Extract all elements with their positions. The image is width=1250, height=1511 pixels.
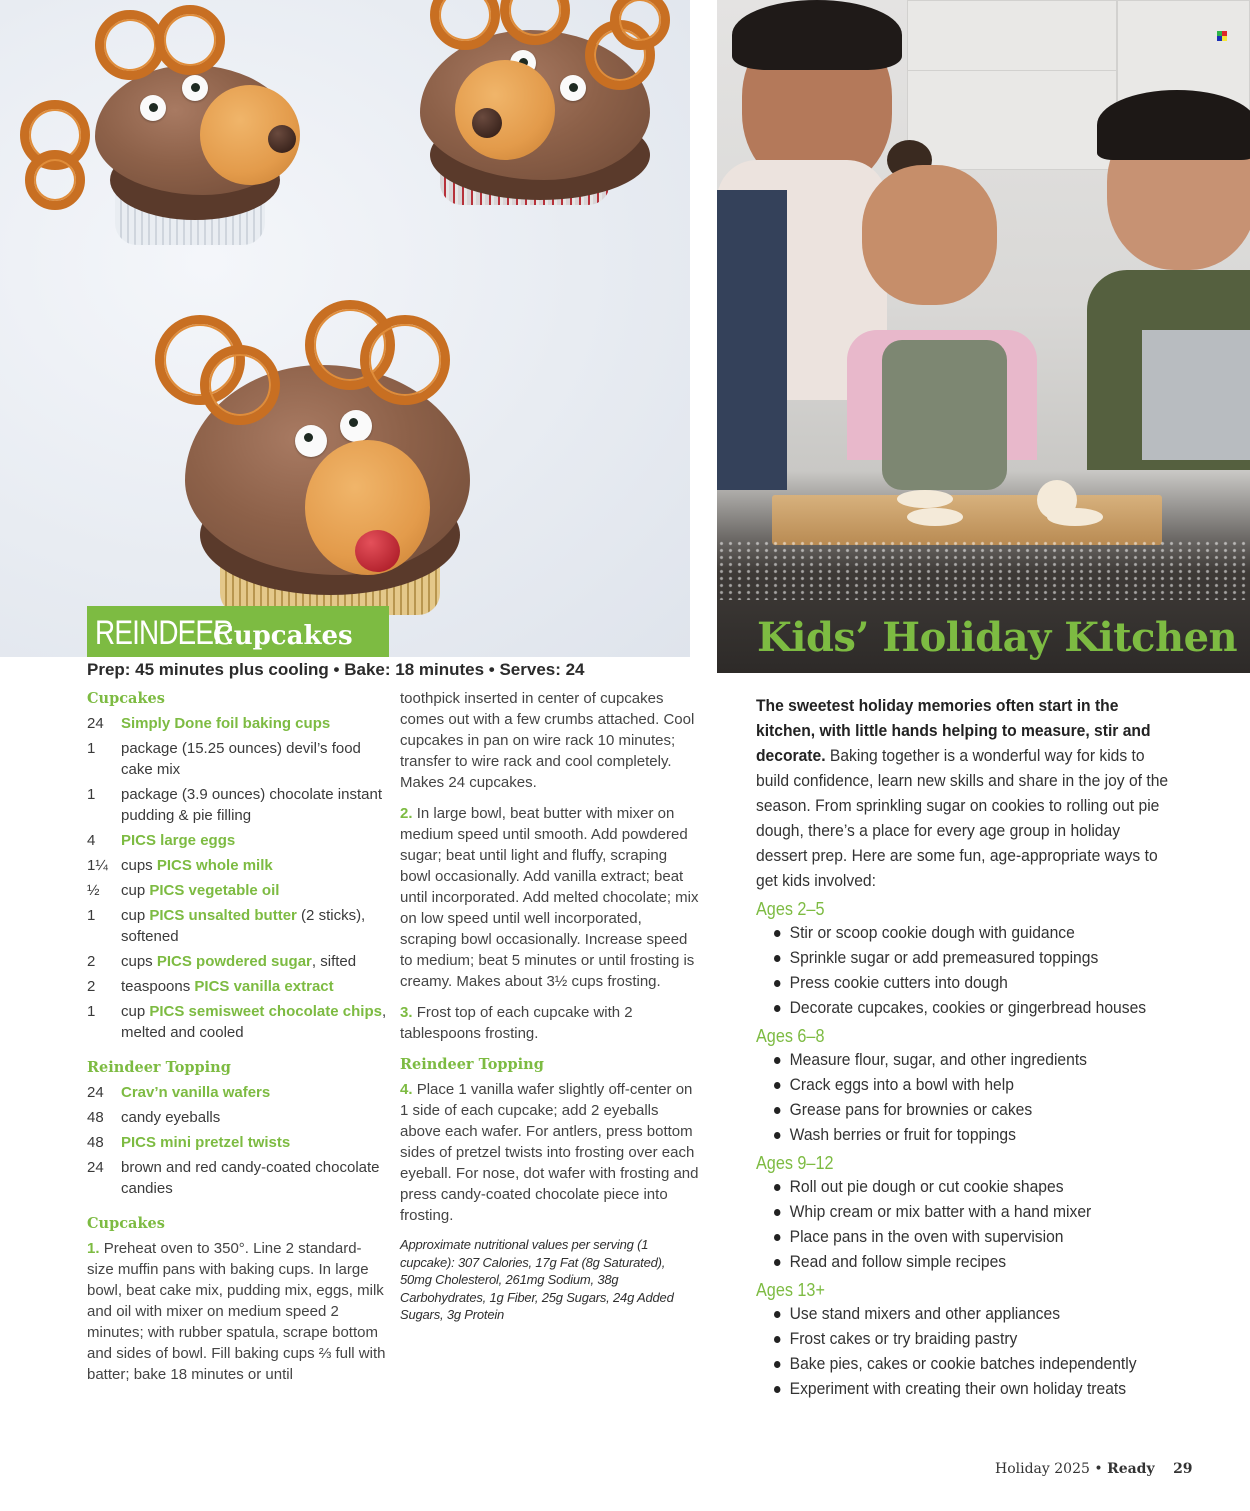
ingredient-row [87, 976, 387, 997]
footer-separator: • [1094, 1461, 1103, 1477]
ingredient-qty: 24 [87, 1084, 104, 1101]
cutting-board [772, 495, 1162, 545]
age-activity-item: Sprinkle sugar or add premeasured toppings [774, 945, 1144, 970]
ingredient-row [87, 855, 387, 876]
cupcake-illustration [410, 0, 690, 240]
direction-step-1-continued: toothpick inserted in center of cupcakes comes out with a few crumbs attached. Cool cupcakes in pan on wire rack 10 minutes; transfer to wire rack and cool completely. Makes 24 cupcakes. [400, 690, 695, 791]
cupcake-illustration [140, 285, 490, 625]
ingredient-qty: 48 [87, 1109, 104, 1126]
article-column [756, 693, 1176, 1401]
directions-heading-cupcakes: Cupcakes [87, 1215, 165, 1232]
ingredient-brand: PICS whole milk [156, 857, 273, 874]
ingredient-desc: cup [121, 1003, 150, 1020]
ingredient-desc: cup [121, 907, 150, 924]
age-activity-item: Roll out pie dough or cut cookie shapes [774, 1174, 1144, 1199]
age-activity-item: Use stand mixers and other appliances [774, 1301, 1144, 1326]
age-group-list [774, 1301, 1176, 1401]
ingredient-text [121, 713, 387, 734]
ingredient-desc: cups [121, 953, 157, 970]
age-group-list [774, 1174, 1176, 1274]
ingredient-text [121, 1157, 387, 1199]
ingredient-row [87, 830, 387, 851]
ingredient-note: , sifted [311, 953, 357, 970]
ingredients-column [87, 688, 387, 1385]
age-groups [756, 899, 1176, 1401]
article-title: Kids’ Holiday Kitchen [757, 614, 1238, 661]
ingredient-row [87, 1001, 387, 1043]
ingredient-desc: brown and red candy-coated chocolate candies [121, 1159, 380, 1197]
ingredient-qty: 2 [87, 953, 96, 970]
ingredient-brand: Simply Done foil baking cups [121, 715, 331, 732]
ingredient-row [87, 905, 387, 947]
recipe-title-banner [87, 606, 389, 657]
ingredient-brand: PICS vanilla extract [194, 978, 334, 995]
recipe-meta: Prep: 45 minutes plus cooling • Bake: 18 minutes • Serves: 24 [87, 660, 585, 679]
ingredient-list [87, 713, 387, 1043]
ingredient-qty: 4 [87, 832, 96, 849]
color-registration-mark [1217, 31, 1227, 41]
age-activity-item: Bake pies, cakes or cookie batches independently [774, 1351, 1144, 1376]
ingredient-text [121, 784, 387, 826]
ingredient-brand: PICS unsalted butter [149, 907, 297, 924]
ingredient-row [87, 713, 387, 734]
ingredient-text [121, 1132, 387, 1153]
ingredient-text [121, 738, 387, 780]
footer-issue: Holiday 2025 [995, 1461, 1090, 1477]
article-intro-body: Baking together is a wonderful way for kids to build confidence, learn new skills and share in the joy of the season. From sprinkling sugar on cookies to rolling out pie dough, there’s a place for every age group in holiday dessert prep. Here are some fun, age-appropriate ways to get kids involved: [756, 746, 1169, 890]
direction-step-3: 3. Frost top of each cupcake with 2 tablespoons frosting. [400, 1004, 633, 1042]
ingredients-heading-cupcakes: Cupcakes [87, 690, 165, 707]
age-activity-item: Crack eggs into a bowl with help [774, 1072, 1144, 1097]
ingredient-text [121, 1082, 387, 1103]
age-activity-item: Decorate cupcakes, cookies or gingerbread houses [774, 995, 1144, 1020]
age-group-heading: Ages 2–5 [756, 899, 825, 919]
ingredient-desc: cup [121, 882, 150, 899]
age-activity-item: Measure flour, sugar, and other ingredients [774, 1047, 1144, 1072]
ingredient-note: , melted and cooled [121, 1003, 387, 1041]
ingredient-list [87, 1082, 387, 1199]
page-footer [995, 1461, 1193, 1477]
girl-figure [847, 140, 1037, 520]
ingredient-text [121, 880, 387, 901]
ingredient-qty: 1 [87, 740, 96, 757]
direction-step-2: 2. In large bowl, beat butter with mixer on medium speed until smooth. Add powdered sugar; beat until light and fluffy, scraping bowl occasionally. Add vanilla extract; beat until incorporated. Add melted chocolate; mix on low speed until well incorporated, scraping bowl occasionally. Increase speed to medium; beat 5 minutes or until frosting is creamy. Makes about 3½ cups frosting. [400, 805, 699, 990]
ingredient-row [87, 738, 387, 780]
ingredient-row [87, 880, 387, 901]
ingredient-text [121, 976, 387, 997]
ingredient-qty: 48 [87, 1134, 104, 1151]
ingredient-brand: PICS large eggs [121, 832, 236, 849]
ingredients-heading-topping: Reindeer Topping [87, 1059, 231, 1076]
footer-publication: Ready [1107, 1461, 1155, 1477]
ingredient-row [87, 951, 387, 972]
age-activity-item: Read and follow simple recipes [774, 1249, 1144, 1274]
age-activity-item: Experiment with creating their own holiday treats [774, 1376, 1144, 1401]
age-group-list [774, 920, 1176, 1020]
ingredient-qty: 1 [87, 907, 96, 924]
reindeer-cupcakes-photo [0, 0, 690, 657]
ingredient-qty: 1¼ [87, 857, 108, 874]
ingredient-desc: teaspoons [121, 978, 195, 995]
ingredient-brand: PICS semisweet chocolate chips [149, 1003, 382, 1020]
cupcake-illustration [40, 10, 340, 270]
direction-step-4: 4. Place 1 vanilla wafer slightly off-center on 1 side of each cupcake; add 2 eyeballs above each wafer. For antlers, press bottom sides of pretzel twists into frosting over each eyeball. For nose, dot wafer with frosting and press candy-coated chocolate piece into frosting. [400, 1081, 699, 1224]
age-activity-item: Stir or scoop cookie dough with guidance [774, 920, 1144, 945]
directions-heading-topping: Reindeer Topping [400, 1056, 544, 1073]
ingredient-brand: PICS vegetable oil [149, 882, 280, 899]
ingredient-qty: 24 [87, 1159, 104, 1176]
ingredient-text [121, 1107, 387, 1128]
ingredient-qty: 24 [87, 715, 104, 732]
ingredient-text [121, 951, 387, 972]
direction-step-1: 1. Preheat oven to 350°. Line 2 standard-size muffin pans with baking cups. In large bowl, beat cake mix, pudding mix, eggs, milk and oil with mixer on medium speed 2 minutes; with rubber spatula, scrape bottom and sides of bowl. Fill baking cups ⅔ full with batter; bake 18 minutes or until [87, 1240, 386, 1383]
ingredient-brand: PICS powdered sugar [156, 953, 312, 970]
ingredient-text [121, 830, 387, 851]
article-intro [756, 693, 1176, 893]
ingredient-qty: 1 [87, 786, 96, 803]
age-group-heading: Ages 9–12 [756, 1153, 834, 1173]
nutrition-info: Approximate nutritional values per serving (1 cupcake): 307 Calories, 17g Fat (8g Saturated), 50mg Cholesterol, 261mg Sodium, 38g Carbohydrates, 1g Fiber, 25g Sugars, 24g Added Sugars, 3g Protein [400, 1237, 674, 1322]
age-activity-item: Wash berries or fruit for toppings [774, 1122, 1144, 1147]
ingredient-row [87, 1132, 387, 1153]
recipe-title-part2: Cupcakes [213, 621, 353, 651]
ingredient-brand: PICS mini pretzel twists [121, 1134, 291, 1151]
page-number: 29 [1173, 1461, 1193, 1477]
ingredient-note: (2 sticks), softened [121, 907, 366, 945]
recipe-title-part1: REINDEER [95, 614, 233, 652]
woman-figure [1087, 90, 1250, 470]
age-activity-item: Grease pans for brownies or cakes [774, 1097, 1144, 1122]
ingredient-qty: ½ [87, 882, 100, 899]
ingredient-desc: package (3.9 ounces) chocolate instant pudding & pie filling [121, 786, 382, 824]
ingredient-text [121, 905, 387, 947]
ingredient-row [87, 1082, 387, 1103]
age-activity-item: Press cookie cutters into dough [774, 970, 1144, 995]
ingredient-desc: package (15.25 ounces) devil’s food cake mix [121, 740, 361, 778]
ingredient-row [87, 784, 387, 826]
family-baking-photo [717, 0, 1250, 673]
age-activity-item: Place pans in the oven with supervision [774, 1224, 1144, 1249]
ingredient-text [121, 855, 387, 876]
ingredient-qty: 1 [87, 1003, 96, 1020]
ingredient-text [121, 1001, 387, 1043]
age-group-heading: Ages 6–8 [756, 1026, 825, 1046]
ingredient-desc: cups [121, 857, 157, 874]
age-activity-item: Frost cakes or try braiding pastry [774, 1326, 1144, 1351]
age-activity-item: Whip cream or mix batter with a hand mixer [774, 1199, 1144, 1224]
ingredient-row [87, 1107, 387, 1128]
ingredient-qty: 2 [87, 978, 96, 995]
ingredient-desc: candy eyeballs [121, 1109, 221, 1126]
age-group-list [774, 1047, 1176, 1147]
age-group-heading: Ages 13+ [756, 1280, 825, 1300]
ingredient-row [87, 1157, 387, 1199]
article-intro-lead: The sweetest holiday memories often start in the kitchen, with little hands helping to measure, stir and decorate. [756, 696, 1151, 765]
ingredient-brand: Crav’n vanilla wafers [121, 1084, 271, 1101]
directions-column [400, 688, 700, 1324]
